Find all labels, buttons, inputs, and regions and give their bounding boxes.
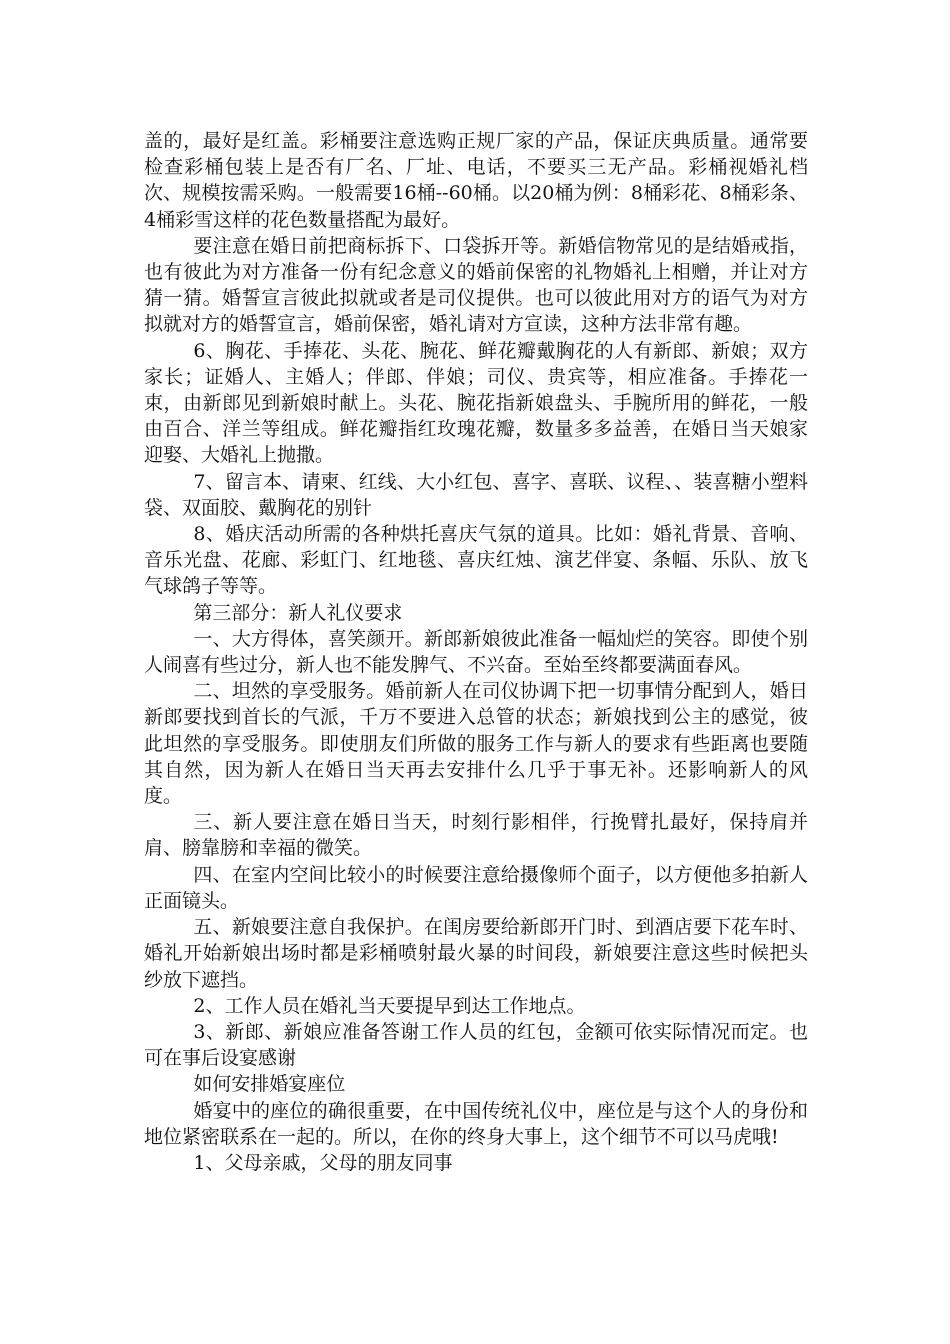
paragraph: 三、新人要注意在婚日当天，时刻行影相伴，行挽臂扎最好，保持肩并肩、膀靠膀和幸福的微笑。 (144, 811, 808, 860)
paragraph: 8、婚庆活动所需的各种烘托喜庆气氛的道具。比如：婚礼背景、音响、音乐光盘、花廊、彩虹门、红地毯、喜庆红烛、演艺伴宴、条幅、乐队、放飞气球鸽子等等。 (144, 523, 808, 598)
paragraph: 二、坦然的享受服务。婚前新人在司仪协调下把一切事情分配到人，婚日新郎要找到首长的气派，千万不要进入总管的状态；新娘找到公主的感觉，彼此坦然的享受服务。即使朋友们所做的服务工作与新人的要求有些距离也要随其自然，因为新人在婚日当天再去安排什么几乎于事无补。还影响新人的风度。 (144, 680, 808, 808)
paragraph: 一、大方得体，喜笑颜开。新郎新娘彼此准备一幅灿烂的笑容。即使个别人闹喜有些过分，新人也不能发脾气、不兴奋。至始至终都要满面春风。 (144, 627, 808, 677)
document-page (144, 128, 808, 1176)
paragraph: 盖的，最好是红盖。彩桶要注意选购正规厂家的产品，保证庆典质量。通常要检查彩桶包装上是否有厂名、厂址、电话，不要买三无产品。彩桶视婚礼档次、规模按需采购。一般需要16桶--60桶。以20桶为例：8桶彩花、8桶彩条、4桶彩雪这样的花色数量搭配为最好。 (144, 130, 808, 231)
paragraph: 7、留言本、请柬、红线、大小红包、喜字、喜联、议程、、装喜糖小塑料袋、双面胶、戴胸花的别针 (144, 470, 808, 519)
paragraph: 要注意在婚日前把商标拆下、口袋拆开等。新婚信物常见的是结婚戒指，也有彼此为对方准备一份有纪念意义的婚前保密的礼物婚礼上相赠，并让对方猜一猜。婚誓宣言彼此拟就或者是司仪提供。也可以彼此用对方的语气为对方拟就对方的婚誓宣言，婚前保密，婚礼请对方宣读，这种方法非常有趣。 (144, 234, 808, 336)
section-heading: 如何安排婚宴座位 (193, 1073, 346, 1096)
paragraph: 3、新郎、新娘应准备答谢工作人员的红包，金额可依实际情况而定。也可在事后设宴感谢 (144, 1020, 808, 1070)
paragraph: 6、胸花、手捧花、头花、腕花、鲜花瓣戴胸花的人有新郎、新娘；双方家长；证婚人、主婚人；伴郎、伴娘；司仪、贵宾等，相应准备。手捧花一束，由新郎见到新娘时献上。头花、腕花指新娘盘头、手腕所用的鲜花，一般由百合、洋兰等组成。鲜花瓣指红玫瑰花瓣，数量多多益善，在婚日当天娘家迎娶、大婚礼上抛撒。 (144, 339, 808, 467)
section-heading: 第三部分：新人礼仪要求 (193, 601, 403, 624)
paragraph: 婚宴中的座位的确很重要，在中国传统礼仪中，座位是与这个人的身份和地位紧密联系在一起的。所以，在你的终身大事上，这个细节不可以马虎哦! (144, 1099, 808, 1148)
paragraph: 四、在室内空间比较小的时候要注意给摄像师个面子，以方便他多拍新人正面镜头。 (144, 863, 808, 912)
paragraph: 1、父母亲戚，父母的朋友同事 (193, 1151, 453, 1174)
paragraph: 2、工作人员在婚礼当天要提早到达工作地点。 (193, 994, 586, 1017)
paragraph: 五、新娘要注意自我保护。在闺房要给新郎开门时、到酒店要下花车时、婚礼开始新娘出场时都是彩桶喷射最火暴的时间段，新娘要注意这些时候把头纱放下遮挡。 (144, 916, 808, 991)
